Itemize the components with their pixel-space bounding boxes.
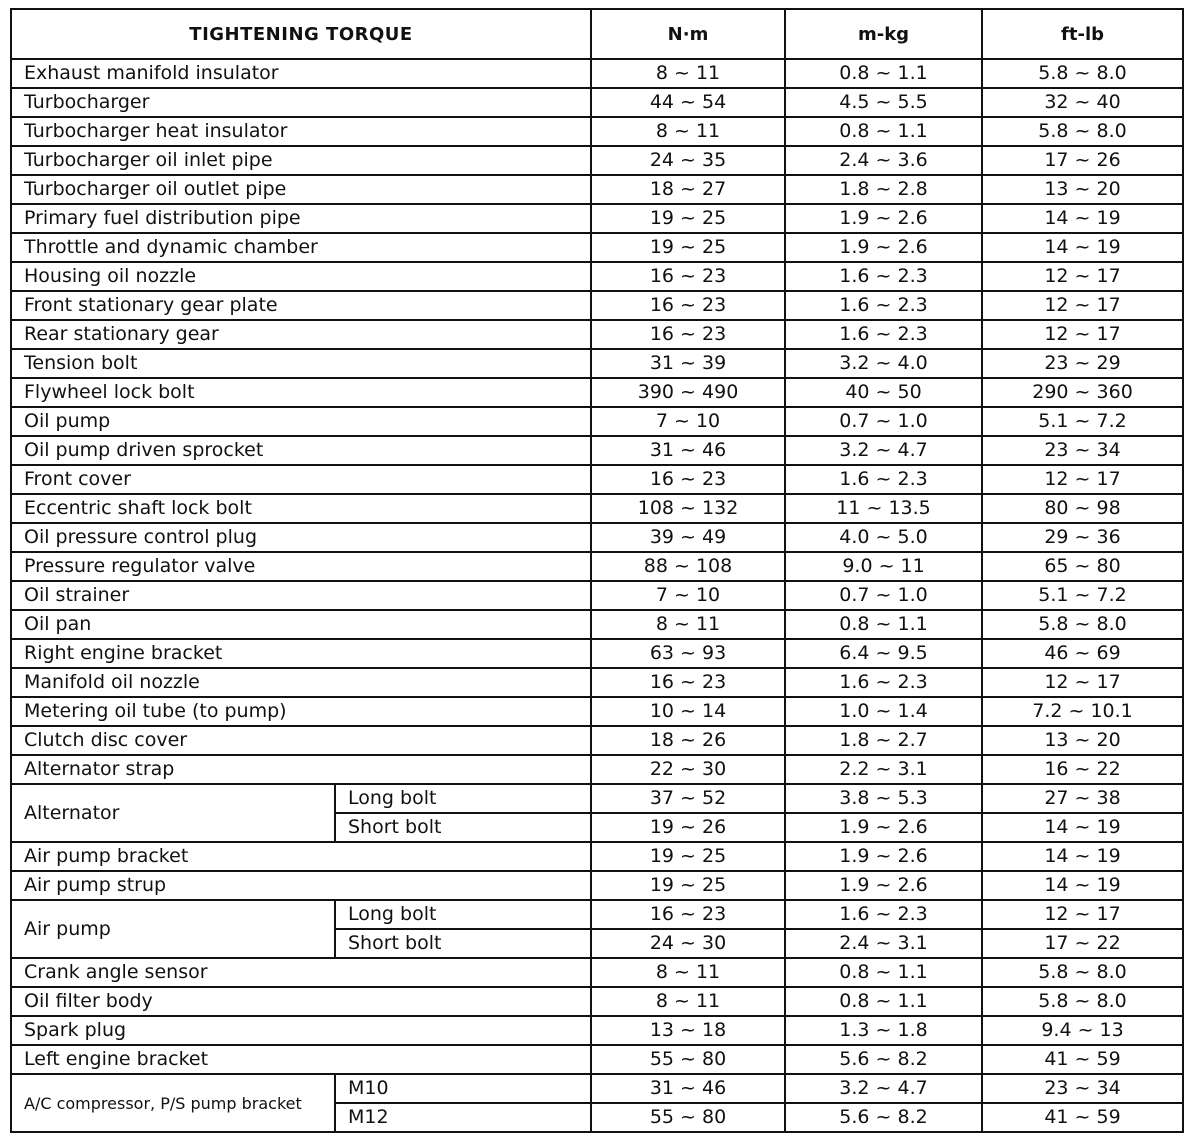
row-nm-value: 24 ~ 35 xyxy=(591,146,785,175)
row-ftlb-value: 41 ~ 59 xyxy=(982,1103,1183,1132)
table-row xyxy=(11,1045,1183,1074)
row-item-label: Turbocharger heat insulator xyxy=(11,117,591,146)
row-item-label: Exhaust manifold insulator xyxy=(11,59,591,88)
table-row xyxy=(11,900,1183,929)
table-row xyxy=(11,726,1183,755)
row-item-label: Front cover xyxy=(11,465,591,494)
row-ftlb-value: 46 ~ 69 xyxy=(982,639,1183,668)
row-ftlb-value: 12 ~ 17 xyxy=(982,900,1183,929)
row-ftlb-value: 12 ~ 17 xyxy=(982,291,1183,320)
table-row xyxy=(11,958,1183,987)
row-item-label: Alternator xyxy=(11,784,335,842)
row-mkg-value: 1.6 ~ 2.3 xyxy=(785,320,982,349)
row-nm-value: 31 ~ 46 xyxy=(591,436,785,465)
row-ftlb-value: 23 ~ 29 xyxy=(982,349,1183,378)
row-mkg-value: 1.3 ~ 1.8 xyxy=(785,1016,982,1045)
row-mkg-value: 5.6 ~ 8.2 xyxy=(785,1045,982,1074)
row-nm-value: 55 ~ 80 xyxy=(591,1045,785,1074)
row-ftlb-value: 5.1 ~ 7.2 xyxy=(982,407,1183,436)
row-item-label: Throttle and dynamic chamber xyxy=(11,233,591,262)
row-mkg-value: 1.9 ~ 2.6 xyxy=(785,233,982,262)
row-mkg-value: 1.9 ~ 2.6 xyxy=(785,813,982,842)
row-mkg-value: 1.8 ~ 2.7 xyxy=(785,726,982,755)
row-ftlb-value: 12 ~ 17 xyxy=(982,668,1183,697)
row-mkg-value: 2.4 ~ 3.6 xyxy=(785,146,982,175)
row-ftlb-value: 5.1 ~ 7.2 xyxy=(982,581,1183,610)
row-ftlb-value: 12 ~ 17 xyxy=(982,465,1183,494)
row-mkg-value: 40 ~ 50 xyxy=(785,378,982,407)
row-ftlb-value: 27 ~ 38 xyxy=(982,784,1183,813)
row-mkg-value: 1.6 ~ 2.3 xyxy=(785,900,982,929)
row-mkg-value: 4.0 ~ 5.0 xyxy=(785,523,982,552)
row-mkg-value: 3.8 ~ 5.3 xyxy=(785,784,982,813)
row-ftlb-value: 32 ~ 40 xyxy=(982,88,1183,117)
table-row xyxy=(11,610,1183,639)
row-nm-value: 16 ~ 23 xyxy=(591,668,785,697)
row-item-label: Left engine bracket xyxy=(11,1045,591,1074)
row-nm-value: 16 ~ 23 xyxy=(591,900,785,929)
row-sub-label: Long bolt xyxy=(335,900,591,929)
row-nm-value: 19 ~ 25 xyxy=(591,233,785,262)
row-nm-value: 19 ~ 25 xyxy=(591,204,785,233)
row-item-label: Clutch disc cover xyxy=(11,726,591,755)
row-nm-value: 55 ~ 80 xyxy=(591,1103,785,1132)
row-ftlb-value: 14 ~ 19 xyxy=(982,871,1183,900)
row-item-label: Eccentric shaft lock bolt xyxy=(11,494,591,523)
row-mkg-value: 2.4 ~ 3.1 xyxy=(785,929,982,958)
row-mkg-value: 1.6 ~ 2.3 xyxy=(785,668,982,697)
header-ftlb: ft-lb xyxy=(982,9,1183,59)
row-ftlb-value: 9.4 ~ 13 xyxy=(982,1016,1183,1045)
header-row xyxy=(11,9,1183,59)
row-mkg-value: 11 ~ 13.5 xyxy=(785,494,982,523)
row-ftlb-value: 7.2 ~ 10.1 xyxy=(982,697,1183,726)
row-item-label: Turbocharger xyxy=(11,88,591,117)
row-item-label: Air pump bracket xyxy=(11,842,591,871)
row-nm-value: 37 ~ 52 xyxy=(591,784,785,813)
table-row xyxy=(11,1016,1183,1045)
table-row xyxy=(11,59,1183,88)
row-mkg-value: 3.2 ~ 4.0 xyxy=(785,349,982,378)
torque-table xyxy=(10,8,1184,1133)
row-item-label: Manifold oil nozzle xyxy=(11,668,591,697)
row-nm-value: 16 ~ 23 xyxy=(591,320,785,349)
row-ftlb-value: 5.8 ~ 8.0 xyxy=(982,958,1183,987)
row-nm-value: 13 ~ 18 xyxy=(591,1016,785,1045)
table-row xyxy=(11,262,1183,291)
row-mkg-value: 0.8 ~ 1.1 xyxy=(785,610,982,639)
row-item-label: Flywheel lock bolt xyxy=(11,378,591,407)
row-nm-value: 10 ~ 14 xyxy=(591,697,785,726)
row-ftlb-value: 14 ~ 19 xyxy=(982,233,1183,262)
row-item-label: Oil pressure control plug xyxy=(11,523,591,552)
table-row xyxy=(11,291,1183,320)
row-mkg-value: 1.9 ~ 2.6 xyxy=(785,871,982,900)
row-item-label: A/C compressor, P/S pump bracket xyxy=(11,1074,335,1132)
row-nm-value: 8 ~ 11 xyxy=(591,117,785,146)
table-row xyxy=(11,697,1183,726)
row-ftlb-value: 16 ~ 22 xyxy=(982,755,1183,784)
row-ftlb-value: 12 ~ 17 xyxy=(982,262,1183,291)
table-row xyxy=(11,465,1183,494)
table-row xyxy=(11,755,1183,784)
row-mkg-value: 1.6 ~ 2.3 xyxy=(785,465,982,494)
row-mkg-value: 1.6 ~ 2.3 xyxy=(785,291,982,320)
row-nm-value: 44 ~ 54 xyxy=(591,88,785,117)
table-row xyxy=(11,987,1183,1016)
row-ftlb-value: 5.8 ~ 8.0 xyxy=(982,117,1183,146)
row-item-label: Primary fuel distribution pipe xyxy=(11,204,591,233)
row-ftlb-value: 23 ~ 34 xyxy=(982,436,1183,465)
torque-body xyxy=(11,59,1183,1132)
table-row xyxy=(11,378,1183,407)
row-nm-value: 7 ~ 10 xyxy=(591,407,785,436)
row-ftlb-value: 5.8 ~ 8.0 xyxy=(982,987,1183,1016)
table-row xyxy=(11,668,1183,697)
row-item-label: Turbocharger oil outlet pipe xyxy=(11,175,591,204)
table-row xyxy=(11,639,1183,668)
row-mkg-value: 6.4 ~ 9.5 xyxy=(785,639,982,668)
row-item-label: Pressure regulator valve xyxy=(11,552,591,581)
row-ftlb-value: 41 ~ 59 xyxy=(982,1045,1183,1074)
row-mkg-value: 0.8 ~ 1.1 xyxy=(785,59,982,88)
row-item-label: Front stationary gear plate xyxy=(11,291,591,320)
row-item-label: Turbocharger oil inlet pipe xyxy=(11,146,591,175)
table-row xyxy=(11,349,1183,378)
table-row xyxy=(11,146,1183,175)
table-row xyxy=(11,581,1183,610)
table-row xyxy=(11,175,1183,204)
row-mkg-value: 3.2 ~ 4.7 xyxy=(785,1074,982,1103)
header-tightening-torque: TIGHTENING TORQUE xyxy=(11,9,591,59)
row-ftlb-value: 14 ~ 19 xyxy=(982,842,1183,871)
row-mkg-value: 0.8 ~ 1.1 xyxy=(785,117,982,146)
row-item-label: Metering oil tube (to pump) xyxy=(11,697,591,726)
row-sub-label: Long bolt xyxy=(335,784,591,813)
row-mkg-value: 1.8 ~ 2.8 xyxy=(785,175,982,204)
row-ftlb-value: 80 ~ 98 xyxy=(982,494,1183,523)
row-ftlb-value: 65 ~ 80 xyxy=(982,552,1183,581)
row-item-label: Right engine bracket xyxy=(11,639,591,668)
row-ftlb-value: 13 ~ 20 xyxy=(982,175,1183,204)
table-row xyxy=(11,523,1183,552)
row-nm-value: 16 ~ 23 xyxy=(591,465,785,494)
table-row xyxy=(11,494,1183,523)
row-item-label: Spark plug xyxy=(11,1016,591,1045)
row-sub-label: Short bolt xyxy=(335,929,591,958)
row-nm-value: 18 ~ 27 xyxy=(591,175,785,204)
row-mkg-value: 1.0 ~ 1.4 xyxy=(785,697,982,726)
row-sub-label: Short bolt xyxy=(335,813,591,842)
row-nm-value: 390 ~ 490 xyxy=(591,378,785,407)
row-ftlb-value: 17 ~ 22 xyxy=(982,929,1183,958)
row-ftlb-value: 29 ~ 36 xyxy=(982,523,1183,552)
table-row xyxy=(11,233,1183,262)
row-item-label: Crank angle sensor xyxy=(11,958,591,987)
table-row xyxy=(11,436,1183,465)
row-nm-value: 8 ~ 11 xyxy=(591,958,785,987)
row-mkg-value: 1.9 ~ 2.6 xyxy=(785,842,982,871)
row-item-label: Alternator strap xyxy=(11,755,591,784)
table-row xyxy=(11,871,1183,900)
row-ftlb-value: 13 ~ 20 xyxy=(982,726,1183,755)
row-mkg-value: 1.6 ~ 2.3 xyxy=(785,262,982,291)
row-nm-value: 19 ~ 25 xyxy=(591,842,785,871)
row-item-label: Oil strainer xyxy=(11,581,591,610)
table-row xyxy=(11,784,1183,813)
header-nm: N·m xyxy=(591,9,785,59)
table-row xyxy=(11,117,1183,146)
table-row xyxy=(11,1074,1183,1103)
row-item-label: Housing oil nozzle xyxy=(11,262,591,291)
row-nm-value: 39 ~ 49 xyxy=(591,523,785,552)
row-mkg-value: 0.7 ~ 1.0 xyxy=(785,581,982,610)
row-mkg-value: 0.8 ~ 1.1 xyxy=(785,958,982,987)
row-mkg-value: 0.7 ~ 1.0 xyxy=(785,407,982,436)
row-nm-value: 8 ~ 11 xyxy=(591,987,785,1016)
table-row xyxy=(11,552,1183,581)
row-mkg-value: 2.2 ~ 3.1 xyxy=(785,755,982,784)
row-item-label: Air pump strup xyxy=(11,871,591,900)
row-ftlb-value: 5.8 ~ 8.0 xyxy=(982,59,1183,88)
row-nm-value: 31 ~ 46 xyxy=(591,1074,785,1103)
row-ftlb-value: 17 ~ 26 xyxy=(982,146,1183,175)
row-mkg-value: 4.5 ~ 5.5 xyxy=(785,88,982,117)
row-mkg-value: 1.9 ~ 2.6 xyxy=(785,204,982,233)
table-row xyxy=(11,88,1183,117)
row-nm-value: 7 ~ 10 xyxy=(591,581,785,610)
row-nm-value: 108 ~ 132 xyxy=(591,494,785,523)
row-nm-value: 18 ~ 26 xyxy=(591,726,785,755)
row-item-label: Oil filter body xyxy=(11,987,591,1016)
row-item-label: Oil pump xyxy=(11,407,591,436)
row-ftlb-value: 12 ~ 17 xyxy=(982,320,1183,349)
row-nm-value: 88 ~ 108 xyxy=(591,552,785,581)
row-mkg-value: 0.8 ~ 1.1 xyxy=(785,987,982,1016)
row-mkg-value: 3.2 ~ 4.7 xyxy=(785,436,982,465)
row-nm-value: 22 ~ 30 xyxy=(591,755,785,784)
row-item-label: Oil pan xyxy=(11,610,591,639)
row-nm-value: 31 ~ 39 xyxy=(591,349,785,378)
row-nm-value: 8 ~ 11 xyxy=(591,59,785,88)
row-ftlb-value: 290 ~ 360 xyxy=(982,378,1183,407)
row-nm-value: 19 ~ 25 xyxy=(591,871,785,900)
row-item-label: Tension bolt xyxy=(11,349,591,378)
row-sub-label: M10 xyxy=(335,1074,591,1103)
row-nm-value: 16 ~ 23 xyxy=(591,291,785,320)
row-nm-value: 8 ~ 11 xyxy=(591,610,785,639)
row-ftlb-value: 23 ~ 34 xyxy=(982,1074,1183,1103)
row-mkg-value: 5.6 ~ 8.2 xyxy=(785,1103,982,1132)
header-mkg: m-kg xyxy=(785,9,982,59)
row-nm-value: 63 ~ 93 xyxy=(591,639,785,668)
row-nm-value: 19 ~ 26 xyxy=(591,813,785,842)
row-item-label: Oil pump driven sprocket xyxy=(11,436,591,465)
table-row xyxy=(11,204,1183,233)
row-nm-value: 24 ~ 30 xyxy=(591,929,785,958)
row-sub-label: M12 xyxy=(335,1103,591,1132)
row-item-label: Air pump xyxy=(11,900,335,958)
table-row xyxy=(11,842,1183,871)
row-ftlb-value: 14 ~ 19 xyxy=(982,204,1183,233)
table-row xyxy=(11,320,1183,349)
row-mkg-value: 9.0 ~ 11 xyxy=(785,552,982,581)
row-item-label: Rear stationary gear xyxy=(11,320,591,349)
row-nm-value: 16 ~ 23 xyxy=(591,262,785,291)
table-row xyxy=(11,407,1183,436)
row-ftlb-value: 14 ~ 19 xyxy=(982,813,1183,842)
row-ftlb-value: 5.8 ~ 8.0 xyxy=(982,610,1183,639)
